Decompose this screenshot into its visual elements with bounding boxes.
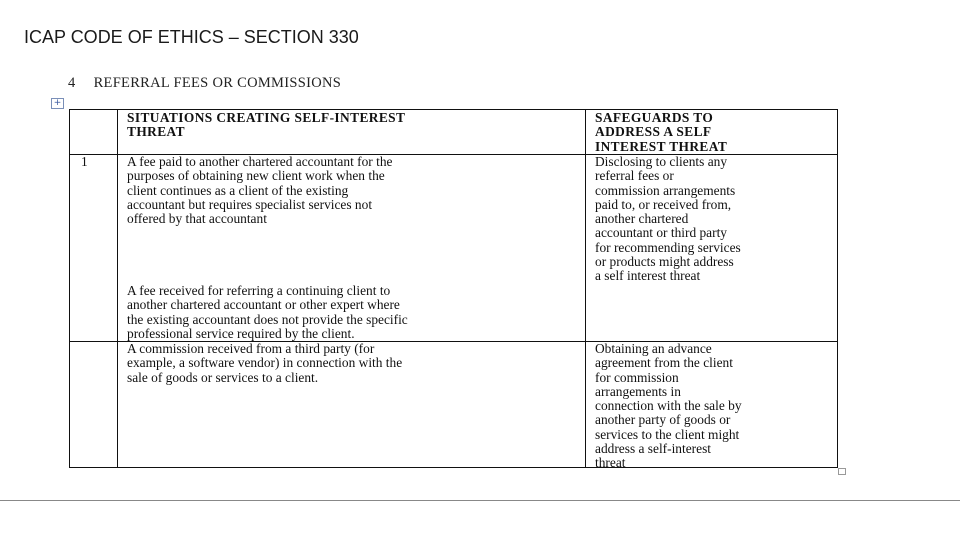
text-line: another chartered accountant or other expert where xyxy=(127,297,400,313)
text-line: for recommending services xyxy=(595,239,741,255)
header-safeguards xyxy=(595,111,727,154)
text-line: SITUATIONS CREATING SELF-INTEREST xyxy=(127,110,406,125)
section-number: 4 xyxy=(68,75,76,91)
text-line: A commission received from a third party (for xyxy=(127,341,375,356)
text-line: offered by that accountant xyxy=(127,211,267,227)
referral-fees-table xyxy=(69,109,838,471)
row-1-safeguard xyxy=(595,155,741,284)
text-line: connection with the sale by xyxy=(595,398,742,414)
text-line: another chartered xyxy=(595,211,689,227)
footer-divider xyxy=(0,500,960,501)
text-line: Disclosing to clients any xyxy=(595,154,728,169)
text-line: ADDRESS A SELF xyxy=(595,124,712,140)
text-line: threat xyxy=(595,455,626,471)
text-line: services to the client might xyxy=(595,426,740,442)
table-move-handle-icon[interactable]: + xyxy=(51,98,64,109)
slide-title: ICAP CODE OF ETHICS – SECTION 330 xyxy=(24,27,359,47)
text-line: referral fees or xyxy=(595,168,674,184)
text-line: the existing accountant does not provide the specific xyxy=(127,311,408,327)
header-situations xyxy=(127,111,405,140)
text-line: commission arrangements xyxy=(595,182,736,198)
row-1-situation-b xyxy=(127,284,408,341)
text-line: address a self-interest xyxy=(595,441,712,457)
text-line: or products might address xyxy=(595,254,734,270)
text-line: example, a software vendor) in connection with the xyxy=(127,355,403,371)
text-line: Obtaining an advance xyxy=(595,341,712,356)
row-2-safeguard xyxy=(595,342,742,471)
text-line: SAFEGUARDS TO xyxy=(595,110,714,125)
text-line: paid to, or received from, xyxy=(595,196,732,212)
section-title: REFERRAL FEES OR COMMISSIONS xyxy=(93,75,342,91)
column-divider xyxy=(585,110,586,467)
text-line: another party of goods or xyxy=(595,412,731,428)
row-1-situation-a xyxy=(127,155,392,226)
text-line: A fee received for referring a continuing client to xyxy=(127,283,391,298)
text-line: client continues as a client of the existing xyxy=(127,182,349,198)
table-resize-handle[interactable] xyxy=(838,468,846,475)
text-line: accountant or third party xyxy=(595,225,727,241)
row-1-number: 1 xyxy=(81,154,88,169)
column-divider xyxy=(117,110,118,467)
row-2-situation-a xyxy=(127,342,402,385)
text-line: A fee paid to another chartered accountant for the xyxy=(127,154,393,169)
text-line: for commission xyxy=(595,369,679,385)
text-line: purposes of obtaining new client work when the xyxy=(127,168,385,184)
text-line: a self interest threat xyxy=(595,268,701,284)
section-heading xyxy=(68,75,341,92)
text-line: professional service required by the client. xyxy=(127,325,355,341)
text-line: arrangements in xyxy=(595,383,681,399)
text-line: THREAT xyxy=(127,124,185,140)
text-line: agreement from the client xyxy=(595,355,733,371)
text-line: INTEREST THREAT xyxy=(595,138,728,154)
text-line: accountant but requires specialist services not xyxy=(127,196,373,212)
text-line: sale of goods or services to a client. xyxy=(127,369,319,385)
